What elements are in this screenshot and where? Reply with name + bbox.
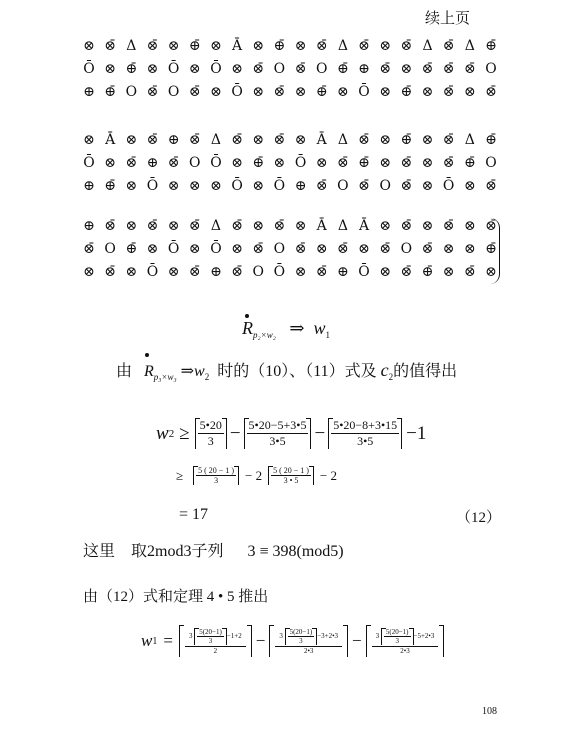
matrix-cell: Ō xyxy=(210,155,222,171)
w1-symbol: w xyxy=(313,318,326,338)
t3-den: 2•3 xyxy=(400,647,410,655)
matrix-cell: ⊗ xyxy=(252,178,265,194)
l2-f1-den: 3 xyxy=(214,476,219,485)
matrix-cell: Δ xyxy=(210,218,221,234)
matrix-cell: ⊗ xyxy=(294,38,307,54)
matrix-cell: ⊗ xyxy=(167,264,180,280)
matrix-cell: ⊗̄ xyxy=(273,218,286,234)
w2-lhs-sub: 2 xyxy=(168,427,175,440)
eq-sign: = xyxy=(163,631,173,650)
matrix-cell: ⊗ xyxy=(188,178,201,194)
matrix-cell: Ō xyxy=(231,178,243,194)
r3-dot xyxy=(145,353,149,357)
matrix-cell: ⊗ xyxy=(358,241,370,257)
page-number: 108 xyxy=(482,706,497,717)
t3-inner-num: 5(20−1) xyxy=(385,628,409,636)
matrix-right-paren xyxy=(489,218,500,284)
floor-line2-1 xyxy=(193,466,239,485)
continued-label: 续上页 xyxy=(425,11,471,27)
matrix-cell: Ō xyxy=(358,84,370,100)
l2-mid: − 2 xyxy=(244,467,263,483)
matrix-cell: ⊕̄ xyxy=(463,155,476,171)
matrix-cell: Ō xyxy=(146,264,159,280)
matrix-cell: ⊗̄ xyxy=(400,264,413,280)
f2-den: 3•5 xyxy=(269,434,286,448)
matrix-row xyxy=(80,263,500,281)
matrix-row xyxy=(80,177,500,195)
matrix-cell: ⊗̄ xyxy=(358,38,370,54)
matrix-cell: ⊗ xyxy=(400,61,413,77)
matrix-cell: ⊗̄ xyxy=(315,38,328,54)
t3-inner-den: 3 xyxy=(395,637,399,645)
matrix-cell: ⊗̄ xyxy=(273,84,286,100)
matrix-cell: Δ xyxy=(126,38,137,54)
matrix-cell: ⊗̄ xyxy=(125,155,138,171)
matrix-cell: Ā xyxy=(232,38,243,54)
matrix-cell: ⊕̄ xyxy=(125,241,138,257)
t2-inner-num: 5(20−1) xyxy=(289,628,313,636)
matrix-cell: ⊗ xyxy=(294,218,307,234)
w1-minus-1: − xyxy=(255,631,266,650)
matrix-cell: ⊕ xyxy=(337,264,349,280)
matrix-cell: ⊗ xyxy=(463,178,476,194)
matrix-cell: ⊕̄ xyxy=(485,241,497,257)
matrix-row xyxy=(80,37,500,55)
matrix-cell: ⊗ xyxy=(315,155,328,171)
matrix-cell: ⊗̄ xyxy=(400,38,413,54)
matrix-cell: O xyxy=(315,61,328,77)
matrix-cell: Ō xyxy=(273,264,286,280)
matrix-cell: ⊗̄ xyxy=(294,241,307,257)
matrix-cell: ⊗̄ xyxy=(463,61,476,77)
matrix-cell: ⊗ xyxy=(294,132,307,148)
matrix-cell: ⊗ xyxy=(379,264,392,280)
w2-lhs: w xyxy=(156,422,169,444)
t3-coef: 3 xyxy=(375,632,380,641)
matrix-cell: ⊗ xyxy=(167,38,180,54)
matrix-cell: ⊗ xyxy=(463,218,476,234)
matrix-cell: O xyxy=(189,155,201,171)
line-theorem: 由（12）式和定理 4 • 5 推出 xyxy=(83,589,269,605)
matrix-cell: ⊗ xyxy=(379,218,392,234)
matrix-cell: ⊗ xyxy=(485,264,497,280)
matrix-row xyxy=(80,240,500,258)
matrix-cell: ⊗̄ xyxy=(146,38,159,54)
matrix-cell: Δ xyxy=(464,132,475,148)
line-from-r xyxy=(116,358,457,382)
matrix-row xyxy=(80,83,500,101)
matrix-cell: ⊗ xyxy=(210,84,222,100)
f3-num: 5•20−8+3•15 xyxy=(333,418,398,432)
implies-arrow-2: ⇒ xyxy=(180,363,195,380)
r-dot xyxy=(245,314,249,318)
matrix-cell: ⊗̄ xyxy=(400,178,413,194)
matrix-cell: ⊕̄ xyxy=(485,132,497,148)
matrix-cell: ⊗̄ xyxy=(188,218,201,234)
matrix-cell: ⊗̄ xyxy=(188,264,201,280)
matrix-cell: ⊗ xyxy=(421,218,434,234)
matrix-cell: ⊗̄ xyxy=(400,155,413,171)
line-here xyxy=(83,538,344,561)
matrix-cell: ⊗̄ xyxy=(400,218,413,234)
matrix-cell: ⊗ xyxy=(83,264,95,280)
c2-symbol: c xyxy=(380,360,389,380)
here-prefix: 这里 xyxy=(83,543,116,560)
geq-2: ≥ xyxy=(176,467,184,483)
matrix-cell: ⊕̄ xyxy=(273,38,286,54)
matrix-cell: ⊕̄ xyxy=(421,264,434,280)
matrix-cell: ⊕̄ xyxy=(188,38,201,54)
matrix-cell: O xyxy=(125,84,138,100)
matrix-cell: ⊗̄ xyxy=(442,132,455,148)
here-take: 取2mod3子列 xyxy=(131,543,224,560)
here-congruence: 3 ≡ 398(mod5) xyxy=(247,543,344,560)
w1-term-2 xyxy=(269,625,348,657)
w1-minus-2: − xyxy=(352,631,362,650)
matrix-cell: Ō xyxy=(358,264,370,280)
matrix-cell: Ō xyxy=(442,178,455,194)
matrix-cell: ⊕ xyxy=(210,264,222,280)
matrix-cell: ⊗̄ xyxy=(421,61,434,77)
matrix-cell: ⊗ xyxy=(421,155,434,171)
w1-lhs: w xyxy=(141,631,153,650)
matrix-cell: ⊗ xyxy=(463,241,476,257)
matrix-cell: ⊗̄ xyxy=(485,84,497,100)
matrix-cell: ⊗ xyxy=(125,218,138,234)
matrix-cell: ⊗ xyxy=(125,132,138,148)
matrix-cell: ⊗ xyxy=(167,178,180,194)
t2-den: 2•3 xyxy=(303,647,314,655)
matrix-cell: ⊗ xyxy=(104,61,117,77)
matrix-cell: ⊗ xyxy=(421,84,434,100)
matrix-cell: ⊕̄ xyxy=(104,178,117,194)
matrix-cell: ⊗̄ xyxy=(358,178,370,194)
w1-subscript: 1 xyxy=(325,330,330,340)
matrix-cell: O xyxy=(400,241,413,257)
matrix-cell: Ō xyxy=(146,178,159,194)
matrix-cell: ⊕ xyxy=(83,84,95,100)
matrix-cell: O xyxy=(167,84,180,100)
matrix-cell: ⊗̄ xyxy=(442,61,455,77)
matrix-cell: Ā xyxy=(316,132,327,148)
l2-f1-num: 5 ( 20 − 1 ) xyxy=(198,466,234,475)
prefix-you: 由 xyxy=(116,363,133,380)
matrix-cell: ⊗ xyxy=(188,241,201,257)
matrix-cell: ⊗ xyxy=(252,84,265,100)
matrix-cell: ⊗̄ xyxy=(294,61,307,77)
matrix-cell: ⊗̄ xyxy=(231,264,243,280)
matrix-cell: ⊗̄ xyxy=(442,155,455,171)
matrix-cell: ⊕̄ xyxy=(400,84,413,100)
matrix-cell: ⊗̄ xyxy=(337,241,349,257)
w2-subscript: 2 xyxy=(204,372,210,382)
r3-subscript: p₃×w₃ xyxy=(153,372,177,382)
matrix-cell: O xyxy=(273,61,286,77)
matrix-cell: ⊗ xyxy=(146,241,159,257)
matrix-cell: ⊗ xyxy=(210,38,222,54)
matrix-cell: Ō xyxy=(167,241,180,257)
floor-term-2 xyxy=(244,418,312,449)
matrix-cell: ⊕̄ xyxy=(104,84,117,100)
w2-symbol: w xyxy=(194,363,205,380)
matrix-cell: Ā xyxy=(105,132,116,148)
matrix-cell: ⊗ xyxy=(146,61,159,77)
matrix-cell: ⊗ xyxy=(231,155,243,171)
matrix-row xyxy=(80,60,500,78)
matrix-cell: ⊗ xyxy=(83,132,95,148)
matrix-cell: ⊗̄ xyxy=(188,84,201,100)
matrix-cell: Δ xyxy=(422,38,433,54)
minus-2: − xyxy=(314,422,326,444)
t1-coef: 3 xyxy=(188,632,193,641)
t2-rest: −3+2•3 xyxy=(317,632,339,641)
matrix-cell: ⊗̄ xyxy=(167,155,180,171)
matrix-cell: ⊗ xyxy=(442,264,455,280)
floor-term-1 xyxy=(195,418,227,449)
matrix-cell: Ā xyxy=(316,218,327,234)
matrix-cell: ⊗ xyxy=(273,155,286,171)
matrix-cell: Δ xyxy=(337,218,348,234)
matrix-cell: ⊗ xyxy=(379,38,392,54)
r-subscript: p₂×w₂ xyxy=(253,330,276,340)
matrix-cell: ⊗ xyxy=(252,132,265,148)
matrix-cell: Ō xyxy=(231,84,243,100)
matrix-cell: O xyxy=(379,178,391,194)
middle-text: 时的（10）、（11）式及 xyxy=(217,363,377,380)
matrix-cell: Δ xyxy=(464,38,475,54)
f1-num: 5•20 xyxy=(199,418,222,432)
matrix-cell: ⊗̄ xyxy=(379,241,392,257)
matrix-cell: ⊗ xyxy=(337,84,349,100)
t1-inner-num: 5(20−1) xyxy=(199,628,222,636)
matrix-cell: ⊕̄ xyxy=(252,155,265,171)
matrix-cell: ⊗̄ xyxy=(315,178,328,194)
l2-f2-den: 3 • 5 xyxy=(283,476,299,485)
matrix-cell: ⊗ xyxy=(463,84,476,100)
equation-label-12: （12） xyxy=(456,510,502,526)
matrix-cell: ⊕̄ xyxy=(485,38,497,54)
matrix-cell: Ō xyxy=(294,155,307,171)
matrix-cell: ⊕ xyxy=(146,155,159,171)
matrix-cell: ⊗̄ xyxy=(146,218,159,234)
t3-rest: −5+2•3 xyxy=(413,632,435,641)
matrix-cell: ⊗̄ xyxy=(104,264,117,280)
f2-num: 5•20−5+3•5 xyxy=(248,418,307,432)
matrix-cell: ⊗̄ xyxy=(188,132,201,148)
matrix-cell: ⊗ xyxy=(294,264,307,280)
matrix-cell: ⊗ xyxy=(294,84,307,100)
matrix-cell: ⊗ xyxy=(421,178,434,194)
matrix-cell: ⊗̄ xyxy=(146,132,159,148)
matrix-cell: ⊗̄ xyxy=(104,218,117,234)
matrix-cell: ⊕̄ xyxy=(400,132,413,148)
suffix-text: 的值得出 xyxy=(393,363,458,380)
matrix-row xyxy=(80,131,500,149)
w1-lhs-sub: 1 xyxy=(152,635,158,647)
matrix-cell: ⊕ xyxy=(358,61,370,77)
equation-w1 xyxy=(141,625,444,657)
matrix-cell: Ō xyxy=(83,155,95,171)
t1-inner-den: 3 xyxy=(208,637,213,645)
matrix-cell: O xyxy=(485,61,497,77)
l2-f2-num: 5 ( 20 − 1 ) xyxy=(273,466,309,475)
matrix-cell: ⊗ xyxy=(231,61,243,77)
matrix-cell: ⊕ xyxy=(294,178,307,194)
matrix-cell: Ō xyxy=(210,241,222,257)
tail-minus-one: −1 xyxy=(406,422,427,444)
matrix-cell: ⊗̄ xyxy=(231,218,243,234)
l2-tail: − 2 xyxy=(319,467,338,483)
matrix-cell: ⊗̄ xyxy=(485,178,497,194)
matrix-cell: ⊕ xyxy=(83,178,95,194)
matrix-cell: ⊗ xyxy=(421,132,434,148)
matrix-cell: ⊕ xyxy=(83,218,95,234)
equation-w2 xyxy=(156,418,426,449)
matrix-cell: ⊗ xyxy=(252,38,265,54)
floor-line2-2 xyxy=(268,466,314,485)
matrix-cell: ⊗̄ xyxy=(463,264,476,280)
matrix-cell: ⊗ xyxy=(379,84,392,100)
implies-arrow: ⇒ xyxy=(289,318,305,338)
matrix-cell: Ō xyxy=(167,61,180,77)
matrix-cell: ⊗ xyxy=(442,241,455,257)
matrix-cell: ⊗̄ xyxy=(104,38,117,54)
t2-coef: 3 xyxy=(279,632,283,641)
matrix-cell: ⊗̄ xyxy=(485,218,497,234)
matrix-cell: ⊗̄ xyxy=(358,132,370,148)
matrix-cell: ⊗̄ xyxy=(442,84,455,100)
r-symbol: R xyxy=(242,318,253,338)
matrix-cell: O xyxy=(104,241,116,257)
matrix-cell: O xyxy=(337,178,349,194)
matrix-cell: ⊗ xyxy=(104,155,117,171)
matrix-cell: ⊗̄ xyxy=(442,218,455,234)
matrix-cell: ⊗̄ xyxy=(379,61,392,77)
matrix-cell: ⊕ xyxy=(167,132,180,148)
matrix-cell: ⊗ xyxy=(188,61,201,77)
matrix-cell: ⊗̄ xyxy=(337,155,349,171)
matrix-cell: ⊗̄ xyxy=(146,84,159,100)
matrix-cell: ⊗̄ xyxy=(442,38,455,54)
matrix-cell: ⊗̄ xyxy=(315,264,328,280)
equation-line-3: = 17 xyxy=(179,506,209,523)
t1-den: 2 xyxy=(213,647,218,655)
equation-line-2 xyxy=(176,466,337,485)
matrix-cell: Ō xyxy=(273,178,286,194)
matrix-cell: ⊕̄ xyxy=(358,155,370,171)
minus-1: − xyxy=(229,422,241,444)
matrix-cell: ⊗ xyxy=(379,132,392,148)
t2-inner-den: 3 xyxy=(299,637,303,645)
matrix-cell: ⊗̄ xyxy=(231,132,243,148)
matrix-cell: ⊗̄ xyxy=(421,241,434,257)
matrix-cell: O xyxy=(485,155,497,171)
matrix-cell: O xyxy=(252,264,264,280)
floor-term-3 xyxy=(328,418,402,449)
t1-rest: −1+2 xyxy=(226,632,242,641)
matrix-cell: Ā xyxy=(358,218,370,234)
w1-term-1 xyxy=(179,625,252,657)
f1-den: 3 xyxy=(207,434,214,448)
matrix-cell: ⊕̄ xyxy=(337,61,349,77)
matrix-cell: ⊗ xyxy=(167,218,180,234)
matrix-cell: ⊗ xyxy=(125,264,138,280)
matrix-cell: O xyxy=(273,241,286,257)
matrix-cell: ⊗ xyxy=(231,241,243,257)
matrix-cell: Δ xyxy=(337,132,348,148)
matrix-cell: Ō xyxy=(83,61,95,77)
matrix-cell: ⊗̄ xyxy=(252,61,265,77)
matrix-cell: ⊗̄ xyxy=(83,241,95,257)
matrix-cell: ⊕̄ xyxy=(125,61,138,77)
matrix-cell: ⊗ xyxy=(210,178,222,194)
c2-subscript: 2 xyxy=(388,372,394,382)
w1-term-3 xyxy=(366,625,445,657)
r3-symbol: R xyxy=(144,363,154,380)
matrix-cell: Δ xyxy=(337,38,348,54)
matrix-cell: Δ xyxy=(210,132,221,148)
matrix-cell: ⊗̄ xyxy=(273,132,286,148)
f3-den: 3•5 xyxy=(357,434,374,448)
matrix-cell: ⊗̄ xyxy=(252,241,265,257)
matrix-cell: ⊗ xyxy=(125,178,138,194)
geq-symbol: ≥ xyxy=(179,422,190,444)
matrix-row xyxy=(80,154,500,172)
matrix-cell: ⊗ xyxy=(379,155,392,171)
matrix-cell: ⊗ xyxy=(252,218,265,234)
matrix-cell: ⊗ xyxy=(83,38,95,54)
equation-r-implies-w1 xyxy=(242,318,330,340)
matrix-cell: ⊗ xyxy=(315,241,328,257)
matrix-row xyxy=(80,217,500,235)
matrix-cell: ⊕̄ xyxy=(315,84,328,100)
matrix-cell: Ō xyxy=(210,61,222,77)
